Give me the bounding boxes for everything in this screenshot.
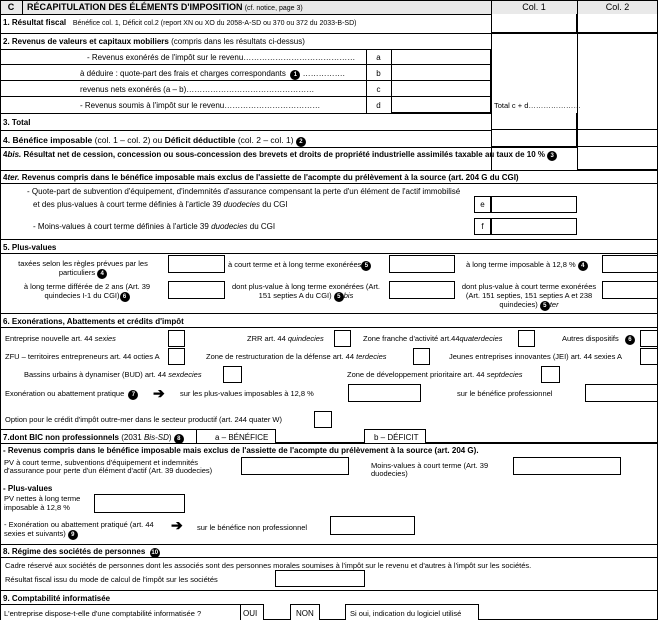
s6-r4b-label: sur les plus-values imposables à 12,8 % bbox=[180, 389, 314, 398]
s6-jei-checkbox[interactable] bbox=[640, 348, 658, 365]
s1-col2-input[interactable] bbox=[577, 14, 658, 33]
s7-mv-ct-label: Moins-values à court terme (Art. 39 duodecies) bbox=[371, 461, 489, 478]
s2-header: 2. Revenus de valeurs et capitaux mobiliers (compris dans les résultats ci-dessus) bbox=[3, 37, 305, 46]
s4ter-line1: - Quote-part de subvention d'équipement, d'indemnités d'assurance compensant la perte d'un élément de l'actif immobilisé bbox=[27, 187, 461, 196]
s8-title-row: 8. Régime des sociétés de personnes 10 bbox=[3, 547, 159, 556]
s5-b3-input[interactable] bbox=[602, 281, 658, 299]
s8-resultat-input[interactable] bbox=[275, 570, 365, 587]
s7-pv-lt-input[interactable] bbox=[94, 494, 185, 513]
s6-r1d-label: Autres dispositifs 6 bbox=[562, 334, 635, 345]
s9-software-label: Si oui, indication du logiciel utilisé bbox=[350, 609, 462, 618]
s9-title: 9. Comptabilité informatisée bbox=[3, 594, 111, 603]
s1-title: 1. Résultat fiscal bbox=[3, 18, 67, 27]
s6-autres-checkbox[interactable] bbox=[640, 330, 658, 347]
s5-b2-input[interactable] bbox=[389, 281, 455, 299]
s8-line1: Cadre réservé aux sociétés de personnes dont les associés sont des personnes morales soumises à l'impôt sur le revenu et d'autres à l'impôt sur les sociétés. bbox=[5, 561, 532, 570]
s5-a2-input[interactable] bbox=[389, 255, 455, 273]
s7-pv-ct-input[interactable] bbox=[241, 457, 349, 475]
s7-benefice-input[interactable] bbox=[275, 429, 365, 443]
letter-d: d bbox=[376, 101, 381, 110]
s6-bud-checkbox[interactable] bbox=[223, 366, 242, 383]
s7-mv-ct-input[interactable] bbox=[513, 457, 621, 475]
s7-benefice-nonpro-input[interactable] bbox=[330, 516, 415, 535]
letter-b: b bbox=[376, 69, 381, 78]
page-title: RÉCAPITULATION DES ÉLÉMENTS D'IMPOSITION (cf. notice, page 3) bbox=[27, 2, 303, 12]
s6-r1b-label: ZRR art. 44 quindecies bbox=[247, 334, 324, 343]
note-5-icon: 5 bbox=[361, 261, 371, 271]
s9-non-label: NON bbox=[296, 609, 314, 618]
s7-sub1: - Revenus compris dans le bénéfice imposable mais exclus de l'assiette de l'acompte du prélèvement à la source (art. 204 G). bbox=[3, 446, 479, 455]
s9-software-input[interactable] bbox=[478, 604, 658, 620]
s5-a1-input[interactable] bbox=[168, 255, 225, 273]
s7-b-label: b – DÉFICIT bbox=[374, 433, 419, 442]
s4-row: 4. Bénéfice imposable (col. 1 – col. 2) ou Déficit déductible (col. 2 – col. 1) 2 bbox=[3, 135, 306, 147]
s4ter-title: 4ter. Revenus compris dans le bénéfice imposable mais exclus de l'assiette de l'acompte du prélèvement à la source (art. 204 G du CGI) bbox=[3, 173, 519, 182]
s6-benefice-pro-input[interactable] bbox=[585, 384, 658, 402]
s5-a1-label: taxées selon les règles prévues par les particuliers 4 bbox=[18, 259, 148, 277]
note-10-icon: 10 bbox=[151, 550, 159, 556]
s7-a-label: a – BÉNÉFICE bbox=[215, 433, 269, 442]
s9-non-checkbox[interactable] bbox=[319, 604, 346, 620]
s5-b1-input[interactable] bbox=[168, 281, 225, 299]
note-5ter-icon: 5 bbox=[540, 301, 550, 311]
s5-b3-label: dont plus-value à court terme exonérées (Art. 151 septies, 151 septies A et 238 quindecies) 5 ter bbox=[461, 282, 597, 309]
s5-a3-input[interactable] bbox=[602, 255, 658, 273]
s6-r2c-label: Jeunes entreprises innovantes (JEI) art. 44 sexies A bbox=[449, 352, 623, 361]
s3-title: 3. Total bbox=[3, 118, 31, 127]
s6-zdp-checkbox[interactable] bbox=[541, 366, 560, 383]
s6-r2a-label: ZFU – territoires entrepreneurs art. 44 octies A bbox=[5, 352, 160, 361]
s5-title: 5. Plus-values bbox=[3, 243, 57, 252]
s9-oui-label: OUI bbox=[243, 609, 258, 618]
s5-a3-label: à long terme imposable à 12,8 % 4 bbox=[466, 260, 588, 271]
letter-e: e bbox=[474, 196, 491, 213]
note-3-icon: 3 bbox=[547, 151, 557, 161]
s4ter-line3: - Moins-values à court terme définies à l'article 39 duodecies du CGI bbox=[33, 222, 276, 231]
s4bis-input[interactable] bbox=[577, 147, 658, 170]
s6-r4c-label: sur le bénéfice professionnel bbox=[457, 389, 553, 398]
s6-r3b-label: Zone de développement prioritaire art. 44 septdecies bbox=[347, 370, 523, 379]
column-1-header: Col. 1 bbox=[522, 2, 546, 12]
s2-c-input[interactable] bbox=[391, 80, 491, 97]
s2-a-input[interactable] bbox=[391, 49, 491, 65]
s6-r3a-label: Bassins urbains à dynamiser (BUD) art. 44 sexdecies bbox=[24, 370, 202, 379]
section-code: C bbox=[7, 2, 15, 12]
s4ter-e-input[interactable] bbox=[491, 196, 577, 213]
column-2-header: Col. 2 bbox=[605, 2, 630, 12]
s4-col2-input[interactable] bbox=[577, 130, 658, 147]
s7-pv-ct-label: PV à court terme, subventions d'équipement et indemnités d'assurance pour perte d'un élément d'actif (Art. 39 duodecies) bbox=[4, 458, 213, 475]
letter-c: c bbox=[376, 85, 381, 94]
letter-f: f bbox=[474, 218, 491, 235]
s6-r5-label: Option pour le crédit d'impôt outre-mer dans le secteur productif (art. 244 quater W) bbox=[5, 415, 282, 424]
s4ter-f-input[interactable] bbox=[491, 218, 577, 235]
note-7-icon: 7 bbox=[128, 390, 138, 400]
s1-desc: Bénéfice col. 1, Déficit col.2 (report XN ou XO du 2058-A-SD ou 370 ou 372 du 2033-B-SD) bbox=[72, 20, 357, 27]
note-6b-icon: 6 bbox=[625, 335, 635, 345]
s6-zfu-checkbox[interactable] bbox=[168, 348, 185, 365]
s7-deficit-input[interactable] bbox=[425, 429, 658, 443]
notice-ref: (cf. notice, page 3) bbox=[244, 5, 303, 12]
s6-zrr-checkbox[interactable] bbox=[334, 330, 351, 347]
note-5bis-icon: 5 bbox=[334, 292, 344, 302]
s7-pv-title: - Plus-values bbox=[3, 484, 53, 493]
s7-exo-label: - Exonération ou abattement pratiqué (art. 44 sexies et suivants) 9 bbox=[4, 520, 154, 538]
note-1-icon: 1 bbox=[290, 70, 300, 80]
note-8-icon: 8 bbox=[174, 434, 184, 444]
s5-b1-label: à long terme différée de 2 ans (Art. 39 quindecies I-1 du CGI) 6 bbox=[23, 282, 151, 300]
note-9-icon: 9 bbox=[68, 530, 78, 540]
s6-r2b-label: Zone de restructuration de la défense art. 44 terdecies bbox=[206, 352, 387, 361]
s5-a2-label: à court terme et à long terme exonérées 5 bbox=[228, 260, 371, 271]
s5-b2-label: dont plus-value à long terme exonérées (Art. 151 septies A du CGI) 5 bis bbox=[232, 282, 380, 300]
s6-r4a-label: Exonération ou abattement pratique 7 bbox=[5, 389, 138, 400]
note-4-icon: 4 bbox=[97, 269, 107, 279]
s6-pv-input[interactable] bbox=[348, 384, 421, 402]
note-4b-icon: 4 bbox=[578, 261, 588, 271]
s6-r1c-label: Zone franche d'activité art.44quaterdecies bbox=[363, 334, 503, 343]
letter-a: a bbox=[376, 53, 381, 62]
s1-row bbox=[3, 18, 356, 29]
s2-row-a-label: - Revenus exonérés de l'impôt sur le revenu…………………………………… bbox=[87, 53, 356, 62]
s2-row-b: à déduire : quote-part des frais et charges correspondants 1 ……………. bbox=[80, 69, 345, 78]
note-6-icon: 6 bbox=[120, 292, 130, 302]
s9-question: L'entreprise dispose-t-elle d'une comptabilité informatisée ? bbox=[4, 609, 202, 618]
s6-zfa-checkbox[interactable] bbox=[518, 330, 535, 347]
s2-row-c-label: revenus nets exonérés (a – b)………………………………………… bbox=[80, 85, 315, 94]
s2-row-d-label: - Revenus soumis à l'impôt sur le revenu……………………………… bbox=[80, 101, 321, 110]
s6-outremer-checkbox[interactable] bbox=[314, 411, 332, 428]
s7-title-row: 7.dont BIC non professionnels (2031 Bis-SD) 8 bbox=[3, 433, 184, 444]
s4bis-title: 4bis. Résultat net de cession, concession ou sous-concession des brevets et droits de propriété industrielle assimilés taxable au taux de 10 % 3 bbox=[3, 150, 578, 161]
s2-b-input[interactable] bbox=[391, 64, 491, 81]
total-cd-label: Total c + d………………… bbox=[494, 101, 581, 110]
s1-col1-input[interactable] bbox=[491, 14, 577, 33]
s7-exo-b-label: sur le bénéfice non professionnel bbox=[197, 523, 308, 532]
s6-entreprise-nouvelle-checkbox[interactable] bbox=[168, 330, 185, 347]
s9-oui-checkbox[interactable] bbox=[263, 604, 291, 620]
s6-title: 6. Exonérations, Abattements et crédits d'impôt bbox=[3, 317, 184, 326]
s8-line2: Résultat fiscal issu du mode de calcul de l'impôt sur les sociétés bbox=[5, 575, 218, 584]
s3-col1-input[interactable] bbox=[491, 113, 577, 130]
s2-d-input[interactable] bbox=[391, 96, 491, 113]
s7-pv-lt-label: PV nettes à long terme imposable à 12,8 % bbox=[4, 494, 81, 512]
arrow-right-icon: ➔ bbox=[153, 385, 165, 401]
arrow-right-icon: ➔ bbox=[171, 517, 183, 533]
s4ter-line2: et des plus-values à court terme définies à l'article 39 duodecies du CGI bbox=[33, 200, 288, 209]
s3-col2-input[interactable] bbox=[577, 113, 658, 130]
s6-r1a-label: Entreprise nouvelle art. 44 sexies bbox=[5, 334, 116, 343]
note-2-icon: 2 bbox=[296, 137, 306, 147]
s4-col1-input[interactable] bbox=[491, 130, 577, 147]
s6-defense-checkbox[interactable] bbox=[413, 348, 430, 365]
